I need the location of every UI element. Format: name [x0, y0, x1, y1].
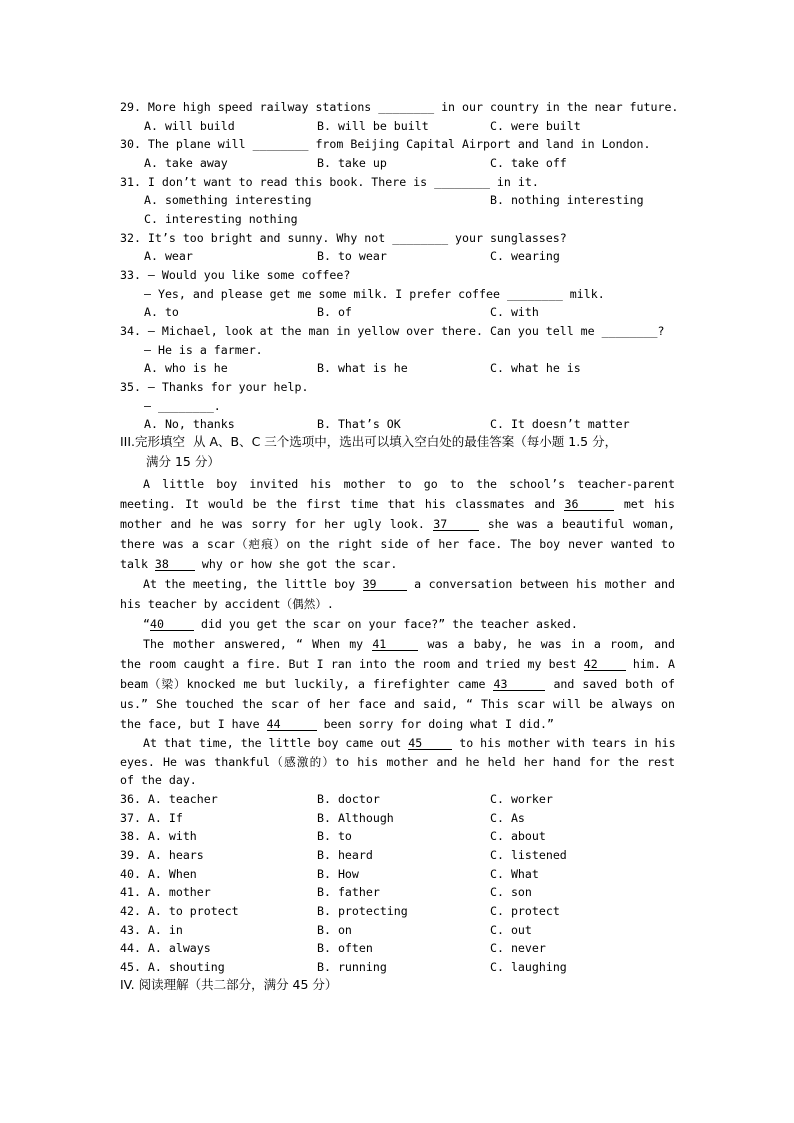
passage-line: the room caught a fire. But I ran into the room and tried my best 42 him. A: [120, 657, 676, 671]
option-31-c: C. interesting nothing: [144, 212, 298, 226]
option-30-c: C. take off: [490, 156, 567, 170]
cloze-option-43-c: C. out: [490, 923, 532, 937]
section-3-heading: III.完形填空 从 A、B、C 三个选项中，选出可以填入空白处的最佳答案（每小题 1.5 分，: [120, 434, 618, 449]
cloze-option-41-c: C. son: [490, 885, 532, 899]
cloze-option-42-c: C. protect: [490, 904, 560, 918]
option-29-a: A. will build: [144, 119, 235, 133]
cloze-option-39-a: 39. A. hears: [120, 848, 204, 862]
cloze-option-36-b: B. doctor: [317, 792, 380, 806]
cloze-option-38-a: 38. A. with: [120, 829, 197, 843]
option-29-c: C. were built: [490, 119, 581, 133]
option-34-a: A. who is he: [144, 361, 228, 375]
passage-line: meeting. It would be the first time that his classmates and 36 met his: [120, 497, 676, 511]
blank-39: 39: [363, 578, 407, 591]
passage-line: A little boy invited his mother to go to the school’s teacher-parent: [143, 477, 675, 491]
passage-line: his teacher by accident（偶然）.: [120, 597, 334, 611]
option-32-c: C. wearing: [490, 249, 560, 263]
cloze-option-40-b: B. How: [317, 867, 359, 881]
cloze-option-36-a: 36. A. teacher: [120, 792, 218, 806]
cloze-option-41-a: 41. A. mother: [120, 885, 211, 899]
cloze-option-45-a: 45. A. shouting: [120, 960, 225, 974]
section-4-heading: IV. 阅读理解（共二部分，满分 45 分）: [120, 977, 338, 992]
passage-line: At that time, the little boy came out 45 to his mother with tears in his: [143, 736, 676, 750]
passage-line: At the meeting, the little boy 39 a conversation between his mother and: [143, 577, 676, 591]
blank-42: 42: [584, 658, 626, 671]
option-32-b: B. to wear: [317, 249, 387, 263]
cloze-option-37-b: B. Although: [317, 811, 394, 825]
cloze-option-44-c: C. never: [490, 941, 546, 955]
question-34: 34. — Michael, look at the man in yellow over there. Can you tell me ________?: [120, 324, 665, 338]
option-35-a: A. No, thanks: [144, 417, 235, 431]
option-35-b: B. That’s OK: [317, 417, 401, 431]
option-32-a: A. wear: [144, 249, 193, 263]
cloze-option-39-c: C. listened: [490, 848, 567, 862]
passage-line: us.” She touched the scar of her face and said, “ This scar will be always on: [120, 697, 675, 711]
passage-line: The mother answered, “ When my 41 was a baby, he was in a room, and: [143, 637, 676, 651]
cloze-option-45-c: C. laughing: [490, 960, 567, 974]
cloze-option-44-b: B. often: [317, 941, 373, 955]
cloze-option-37-a: 37. A. If: [120, 811, 183, 825]
passage-line: of the day.: [120, 773, 197, 787]
option-31-a: A. something interesting: [144, 193, 312, 207]
cloze-option-36-c: C. worker: [490, 792, 553, 806]
blank-38: 38: [155, 558, 195, 571]
option-35-c: C. It doesn’t matter: [490, 417, 630, 431]
cloze-option-42-a: 42. A. to protect: [120, 904, 239, 918]
cloze-option-40-a: 40. A. When: [120, 867, 197, 881]
option-34-c: C. what he is: [490, 361, 581, 375]
blank-41: 41: [372, 638, 418, 651]
question-31: 31. I don’t want to read this book. There is ________ in it.: [120, 175, 539, 189]
passage-line: there was a scar（疤痕）on the right side of her face. The boy never wanted to: [120, 537, 675, 551]
blank-36: 36: [564, 498, 614, 511]
passage-line: talk 38 why or how she got the scar.: [120, 557, 398, 571]
cloze-option-39-b: B. heard: [317, 848, 373, 862]
blank-37: 37: [433, 518, 479, 531]
cloze-option-44-a: 44. A. always: [120, 941, 211, 955]
cloze-option-40-c: C. What: [490, 867, 539, 881]
question-30: 30. The plane will ________ from Beijing Capital Airport and land in London.: [120, 137, 651, 151]
question-35: 35. — Thanks for your help.: [120, 380, 309, 394]
question-35-reply: — ________.: [144, 399, 221, 413]
passage-line: the face, but I have 44 been sorry for doing what I did.”: [120, 717, 554, 731]
cloze-option-38-b: B. to: [317, 829, 352, 843]
cloze-option-43-b: B. on: [317, 923, 352, 937]
passage-line: mother and he was sorry for her ugly look. 37 she was a beautiful woman,: [120, 517, 675, 531]
option-33-b: B. of: [317, 305, 352, 319]
cloze-option-45-b: B. running: [317, 960, 387, 974]
option-30-b: B. take up: [317, 156, 387, 170]
question-33: 33. — Would you like some coffee?: [120, 268, 351, 282]
question-34-reply: — He is a farmer.: [144, 343, 263, 357]
option-30-a: A. take away: [144, 156, 228, 170]
blank-45: 45: [408, 737, 452, 750]
blank-43: 43: [493, 678, 545, 691]
cloze-option-38-c: C. about: [490, 829, 546, 843]
passage-line: beam（梁）knocked me but luckily, a firefighter came 43 and saved both of: [120, 677, 675, 691]
passage-line: eyes. He was thankful（感激的）to his mother and he held her hand for the rest: [120, 755, 675, 769]
blank-40: 40: [150, 618, 194, 631]
question-33-reply: — Yes, and please get me some milk. I prefer coffee ________ milk.: [144, 287, 605, 301]
cloze-option-42-b: B. protecting: [317, 904, 408, 918]
option-33-c: C. with: [490, 305, 539, 319]
option-29-b: B. will be built: [317, 119, 429, 133]
cloze-option-41-b: B. father: [317, 885, 380, 899]
cloze-option-43-a: 43. A. in: [120, 923, 183, 937]
question-29: 29. More high speed railway stations ________ in our country in the near future.: [120, 100, 679, 114]
section-3-heading-cont: 满分 15 分）: [146, 454, 220, 469]
cloze-option-37-c: C. As: [490, 811, 525, 825]
option-34-b: B. what is he: [317, 361, 408, 375]
blank-44: 44: [267, 718, 317, 731]
question-32: 32. It’s too bright and sunny. Why not ________ your sunglasses?: [120, 231, 567, 245]
passage-line: “40 did you get the scar on your face?” the teacher asked.: [143, 617, 578, 631]
option-31-b: B. nothing interesting: [490, 193, 644, 207]
option-33-a: A. to: [144, 305, 179, 319]
